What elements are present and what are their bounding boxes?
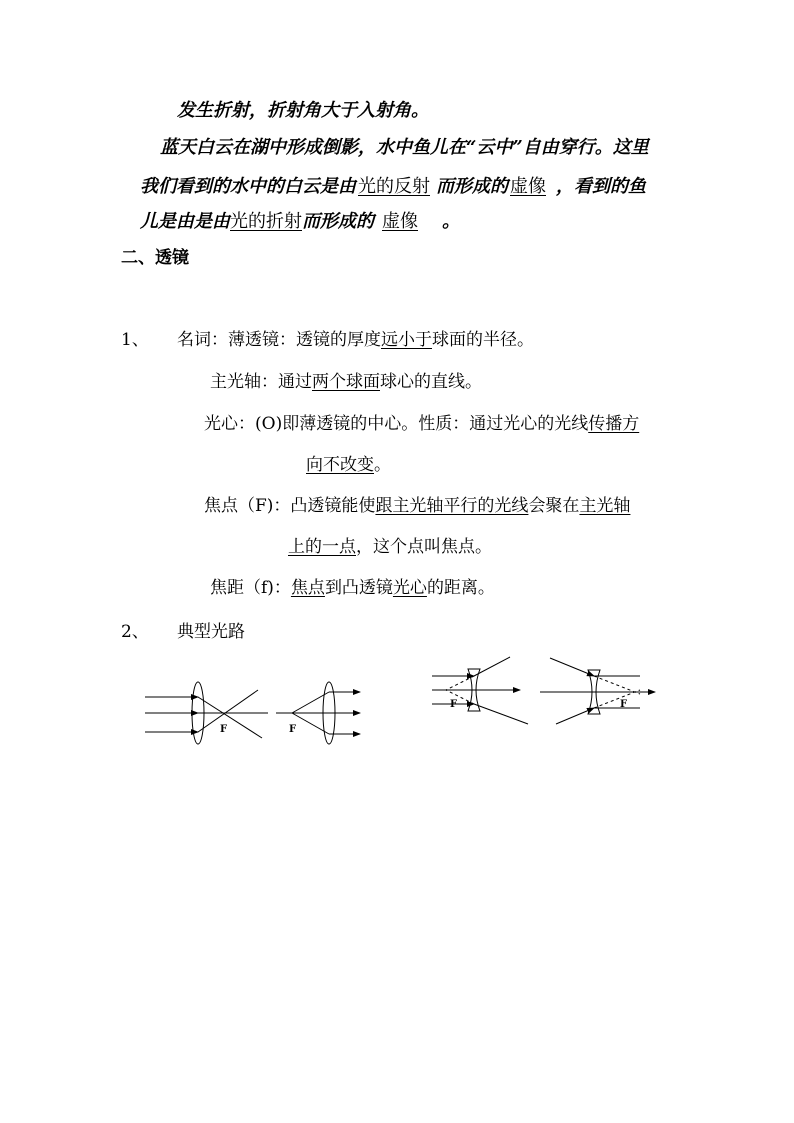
text: 。 — [374, 455, 391, 475]
text: 焦点（F)：凸透镜能使 — [204, 496, 376, 516]
extension-line — [446, 676, 474, 690]
extension-line — [594, 690, 640, 708]
focus-label: F — [450, 699, 458, 710]
ray — [198, 697, 262, 738]
text: 两个球面 — [312, 372, 380, 392]
text: 传播方 — [588, 414, 640, 434]
text: 二、透镜 — [121, 248, 189, 268]
text: 向不改变 — [306, 455, 374, 475]
text: 球面的半径。 — [432, 330, 534, 350]
text: 上的一点 — [288, 537, 356, 557]
text: 典型光路 — [177, 622, 245, 642]
ray — [474, 657, 510, 676]
text: 跟主光轴平行的光线 — [375, 496, 529, 516]
text: 1、 — [121, 330, 149, 350]
text: 而形成的 — [436, 176, 508, 197]
text: ，看到的鱼 — [556, 176, 646, 197]
focus-label: F — [220, 724, 228, 735]
text: 2、 — [121, 622, 149, 642]
text: 蓝天白云在湖中形成倒影，水中鱼儿在“云中”自由穿行。这里 — [160, 137, 649, 158]
convex-collimate-diagram — [276, 682, 360, 744]
text: 儿是由是由 — [140, 211, 230, 232]
focus-label: F — [289, 724, 297, 735]
text: 名词：薄透镜：透镜的厚度 — [177, 330, 381, 350]
text: 而形成的 — [302, 211, 374, 232]
ray — [550, 658, 594, 676]
text: 发生折射，折射角大于入射角。 — [177, 100, 429, 121]
concave-diverge-diagram — [540, 658, 655, 724]
blank-answer: 虚像 — [382, 211, 418, 232]
ray — [474, 704, 528, 724]
focus-label: F — [620, 699, 628, 710]
text: ，这个点叫焦点。 — [356, 537, 492, 557]
text: 焦距（f)： — [210, 578, 291, 598]
concave-collimate-diagram — [432, 657, 528, 724]
text: 会聚在 — [528, 496, 580, 516]
text: 球心的直线。 — [380, 372, 482, 392]
text: 主光轴 — [579, 496, 631, 516]
text: 的距离。 — [426, 578, 495, 598]
blank-answer: 光的反射 — [358, 176, 430, 197]
blank-answer: 虚像 — [510, 176, 546, 197]
extension-line — [594, 676, 640, 694]
blank-answer: 光的折射 — [230, 211, 302, 232]
text: 光心 — [392, 578, 427, 598]
ray — [556, 708, 594, 724]
text: 焦点 — [290, 578, 325, 598]
ray — [198, 690, 258, 732]
text: 光心：(O)即薄透镜的中心。性质：通过光心的光线 — [204, 414, 589, 434]
text: 我们看到的水中的白云是由 — [140, 176, 356, 197]
convex-converge-diagram — [145, 682, 268, 744]
text: 。 — [442, 211, 460, 232]
text: 远小于 — [381, 330, 432, 350]
text: 主光轴：通过 — [210, 372, 312, 392]
text: 到凸透镜 — [324, 578, 393, 598]
